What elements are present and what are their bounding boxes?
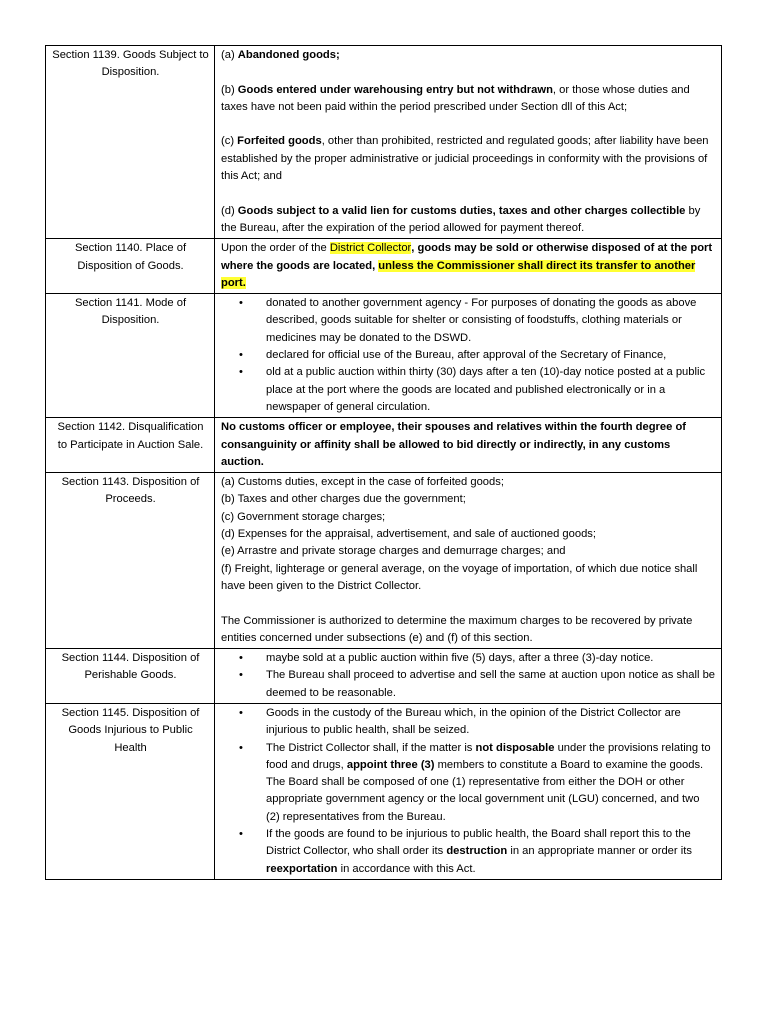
section-body [215, 649, 722, 704]
list-line: (d) Expenses for the appraisal, advertisement, and sale of auctioned goods; [221, 528, 597, 541]
bold-text: destruction [446, 845, 508, 858]
item-prefix: (a) [221, 49, 238, 61]
table-row [46, 418, 722, 473]
bold-text: Goods subject to a valid lien for customs duties, taxes and other charges collectible [237, 204, 686, 217]
paragraph-c [221, 133, 716, 185]
list-line: (b) Taxes and other charges due the government; [221, 493, 466, 506]
list-item: • The Bureau shall proceed to advertise and sell the same at auction upon notice as shall be deemed to be reasonable. [221, 667, 716, 702]
item-prefix: (b) [221, 83, 238, 96]
table-row [46, 294, 722, 418]
bold-text: , goods may be sold or otherwise disposed of at the port where the goods are located, [221, 242, 713, 272]
list-item: • declared for official use of the Bureau, after approval of the Secretary of Finance, [221, 347, 716, 364]
list-item: • maybe sold at a public auction within five (5) days, after a three (3)-day notice. [221, 650, 716, 667]
bold-text: Goods entered under warehousing entry but not withdrawn [237, 83, 553, 96]
section-title: Section 1142. Disqualification to Participate in Auction Sale. [46, 418, 215, 473]
section-body [215, 294, 722, 418]
paragraph [221, 240, 716, 292]
section-body [215, 703, 722, 879]
section-body [215, 46, 722, 239]
section-title: Section 1139. Goods Subject to Disposition. [46, 46, 215, 239]
paragraph [221, 419, 716, 471]
list-line: (a) Customs duties, except in the case of forfeited goods; [221, 476, 504, 489]
bold-text: Forfeited goods [237, 135, 322, 148]
list-line: (f) Freight, lighterage or general average, on the voyage of importation, of which due notice shall have been given to the District Collector. [221, 562, 698, 592]
plain-text: , other than prohibited, restricted and regulated goods; after liability have been established by the proper administrative or judicial proceedings in conformity with the provisions of this Act; and [221, 135, 709, 183]
section-title: Section 1145. Disposition of Goods Injurious to Public Health [46, 703, 215, 879]
list-item: • donated to another government agency - For purposes of donating the goods as above described, goods suitable for shelter or consisting of foodstuffs, clothing materials or medicines may be donated to the DSWD. [221, 295, 716, 347]
highlighted-text: District Collector [329, 242, 412, 255]
plain-text: The District Collector shall, if the matter is [266, 741, 476, 754]
section-body [215, 418, 722, 473]
bullet-list [221, 295, 716, 416]
bullet-list [221, 705, 716, 878]
table-row [46, 649, 722, 704]
table-row [46, 473, 722, 649]
plain-text: under the provisions relating to food and drugs, [266, 741, 711, 771]
paragraph-b [221, 82, 716, 117]
plain-text: , or those whose duties and taxes have not been paid within the period prescribed under Section dll of this Act; [221, 83, 690, 113]
provisions-table [45, 45, 722, 880]
list-item: • old at a public auction within thirty (30) days after a ten (10)-day notice posted at a public place at the port where the goods are located and published electronically or in a newspaper of general circulation. [221, 364, 716, 416]
paragraph-a [221, 47, 716, 64]
section-title: Section 1143. Disposition of Proceeds. [46, 473, 215, 649]
item-prefix: (c) [221, 135, 238, 148]
list-line: (c) Government storage charges; [221, 510, 386, 523]
list-line: (e) Arrastre and private storage charges and demurrage charges; and [221, 545, 566, 558]
plain-text: If the goods are found to be injurious to public health, the Board shall report this to the District Collector, who shall order its [266, 828, 691, 858]
section-title: Section 1140. Place of Disposition of Goods. [46, 239, 215, 294]
paragraph: The Commissioner is authorized to determine the maximum charges to be recovered by private entities concerned under subsections (e) and (f) of this section. [221, 614, 693, 644]
plain-text: in an appropriate manner or order its [507, 845, 692, 858]
plain-text: by the Bureau, after the expiration of the period allowed for payment thereof. [221, 204, 701, 234]
table-row [46, 46, 722, 239]
table-row [46, 703, 722, 879]
section-body [215, 239, 722, 294]
list-item [221, 740, 716, 826]
table-row [46, 239, 722, 294]
bold-text: Abandoned goods; [237, 49, 340, 61]
list-item: • Goods in the custody of the Bureau which, in the opinion of the District Collector are injurious to public health, shall be seized. [221, 705, 716, 740]
plain-text: Upon the order of the [221, 242, 330, 255]
plain-text: in accordance with this Act. [337, 862, 476, 875]
plain-text: members to constitute a Board to examine the goods. The Board shall be composed of one (1) representative from either the DOH or other appropriate government agency or the local government unit (LGU) concerned, and two (2) representatives from the Bureau. [266, 758, 704, 823]
item-prefix: (d) [221, 204, 238, 217]
highlighted-bold-text: unless the Commissioner shall direct its transfer to another port. [221, 259, 696, 289]
bold-text: reexportation [266, 862, 338, 875]
section-title: Section 1144. Disposition of Perishable Goods. [46, 649, 215, 704]
section-title: Section 1141. Mode of Disposition. [46, 294, 215, 418]
section-body [215, 473, 722, 649]
paragraph-d [221, 203, 716, 238]
list-item [221, 826, 716, 878]
bold-text: No customs officer or employee, their spouses and relatives within the fourth degree of consanguinity or affinity shall be allowed to bid directly or indirectly, in any customs auction. [221, 421, 686, 468]
bold-text: not disposable [475, 741, 555, 754]
bold-text: appoint three (3) [346, 758, 435, 771]
bullet-list [221, 650, 716, 702]
